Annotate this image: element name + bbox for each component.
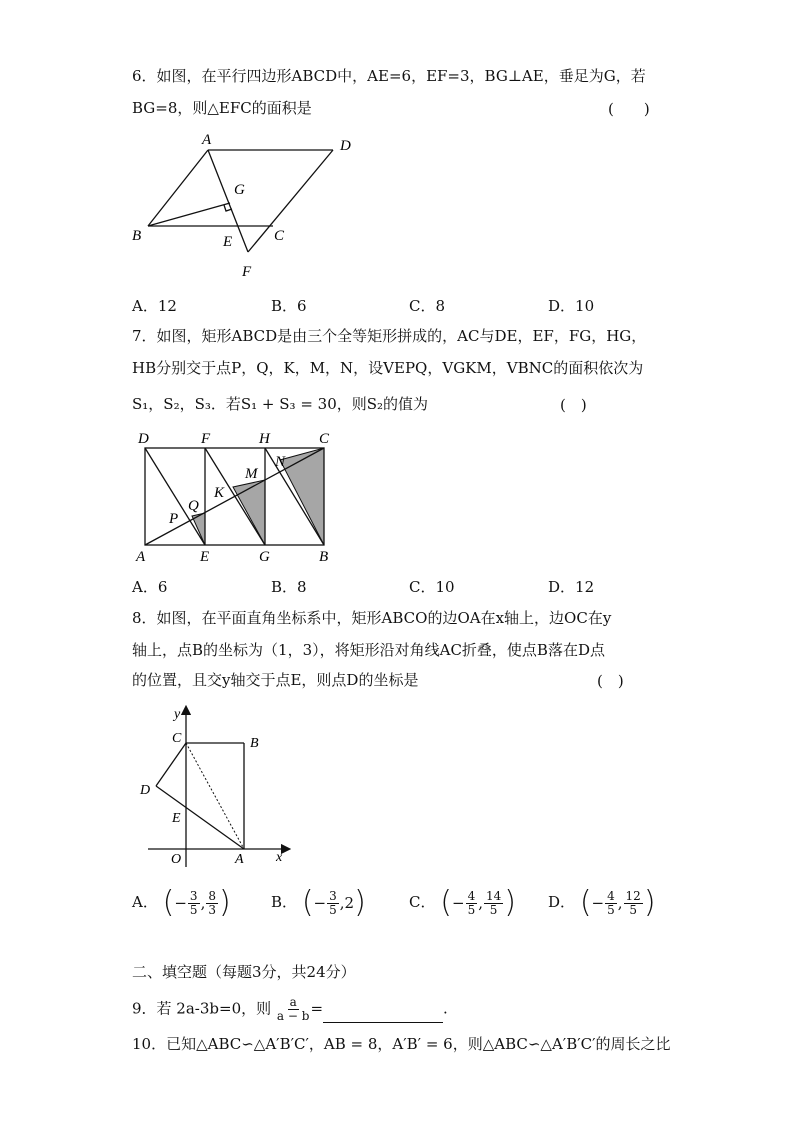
q8-seg-DA [156, 786, 244, 849]
q7-label-F: F [201, 431, 211, 447]
q8-option-d-sign: − [591, 894, 605, 912]
q9-frac-num: a [289, 995, 297, 1009]
section-heading-fill-in: 二、填空题（每题3分，共24分） [132, 963, 356, 981]
q8-option-a[interactable] [132, 885, 231, 920]
q8-option-c-coordinate: ( − $\frac{4}{5}$ , $\frac{14}{5}$ ) [440, 885, 516, 920]
q8-option-a-coordinate: ( − $\frac{3}{5}$ , $\frac{8}{3}$ ) [162, 885, 231, 920]
q6-seg-AB [148, 150, 208, 226]
q8-label-E: E [172, 811, 181, 826]
q6-option-d[interactable]: D．10 [548, 297, 595, 315]
q6-parallelogram-figure [128, 126, 368, 286]
q7-stem-line2: HB分别交于点P，Q，K，M，N，设VEPQ，VGKM，VBNC的面积依次为 [132, 359, 644, 377]
q7-option-b[interactable]: B．8 [271, 578, 307, 596]
q9-text: 9．若 2a-3b=0，则 [132, 999, 272, 1018]
q7-label-B: B [319, 549, 329, 565]
q8-option-d-x-den: 5 [607, 902, 615, 917]
q8-option-c-x-num: 4 [467, 888, 476, 903]
q6-seg-BG [148, 203, 230, 226]
q8-diagonal-AC [186, 743, 244, 849]
q9-stem [132, 996, 448, 1023]
q8-option-b-x-den: 5 [329, 902, 337, 917]
q6-option-a[interactable]: A．12 [132, 297, 177, 315]
q7-label-M: M [245, 466, 258, 482]
q8-option-a-x-num: 3 [189, 888, 198, 903]
q7-label-G: G [259, 549, 270, 565]
q9-fraction [277, 996, 310, 1023]
q8-option-c-sign: − [451, 894, 465, 912]
q6-label-G: G [234, 182, 245, 198]
q8-option-c[interactable] [409, 885, 516, 920]
q7-label-N: N [275, 454, 286, 470]
q7-rectangles-figure [132, 428, 342, 568]
q6-stem-line2: BG=8，则△EFC的面积是 [132, 99, 312, 117]
q8-option-c-y-den: 5 [489, 902, 498, 917]
q7-seg-DE [145, 448, 205, 545]
q7-shaded-GKM [233, 480, 265, 545]
q8-option-a-letter: A． [132, 893, 158, 911]
q10-stem: 10．已知△ABC∽△A′B′C′，AB = 8，A′B′ = 6，则△ABC∽△A′B′C′的周长之比 [132, 1035, 671, 1053]
q7-option-d[interactable]: D．12 [548, 578, 595, 596]
q6-label-A: A [202, 132, 212, 148]
q7-label-K: K [214, 485, 225, 501]
q8-stem-line1: 8．如图，在平面直角坐标系中，矩形ABCO的边OA在x轴上，边OC在y [132, 609, 612, 627]
q8-option-a-y-den: 3 [208, 902, 216, 917]
q6-seg-DF [248, 150, 333, 252]
q6-label-B: B [132, 228, 142, 244]
q8-option-b-y: 2 [344, 894, 355, 912]
q7-label-E: E [200, 549, 210, 565]
q8-option-a-x-den: 5 [189, 902, 198, 917]
q8-option-c-y-num: 14 [485, 888, 502, 903]
q8-option-d-y-den: 5 [629, 902, 637, 917]
q8-option-d-y-num: 12 [625, 888, 641, 903]
q8-seg-CD [156, 743, 186, 786]
q7-answer-paren: ( ) [560, 396, 587, 414]
q8-label-O: O [171, 852, 182, 867]
q8-stem-line3: 的位置，且交y轴交于点E，则点D的坐标是 [132, 671, 419, 689]
q9-equals: = [310, 999, 324, 1018]
q6-label-C: C [274, 228, 285, 244]
q6-option-b[interactable]: B．6 [271, 297, 307, 315]
q6-label-D: D [340, 138, 351, 154]
q8-option-d-letter: D． [548, 893, 576, 911]
q8-label-A: A [235, 852, 244, 867]
q8-option-d[interactable] [548, 885, 656, 920]
q7-label-H: H [259, 431, 270, 447]
q7-label-A: A [136, 549, 146, 565]
q7-stem-line1: 7．如图，矩形ABCD是由三个全等矩形拼成的，AC与DE，EF，FG，HG， [132, 327, 647, 345]
q8-coordinate-figure [134, 702, 294, 872]
q8-option-b-coordinate: ( − $\frac{3}{5}$ , 2 ) [301, 885, 366, 920]
q9-answer-blank[interactable] [323, 1008, 443, 1023]
q8-option-a-sign: − [174, 894, 187, 912]
q8-label-x: x [276, 850, 283, 865]
q7-seg-AC [145, 448, 324, 545]
q6-label-E: E [223, 234, 233, 250]
q6-option-c[interactable]: C．8 [409, 297, 446, 315]
q6-stem-line1: 6．如图，在平行四边形ABCD中，AE=6，EF=3，BG⊥AE，垂足为G，若 [132, 67, 646, 85]
q6-label-F: F [242, 264, 252, 280]
q8-label-D: D [140, 783, 151, 798]
q8-option-d-x-num: 4 [607, 888, 615, 903]
q7-stem-line3: S₁，S₂，S₃．若S₁ + S₃ = 30，则S₂的值为 [132, 395, 429, 413]
q7-label-Q: Q [188, 498, 199, 514]
q9-frac-den: a − b [276, 1009, 310, 1023]
q8-option-c-x-den: 5 [467, 902, 476, 917]
q7-label-D: D [138, 431, 149, 447]
q7-shaded-BNC [280, 448, 324, 545]
q8-label-B: B [250, 736, 259, 751]
q7-label-C: C [319, 431, 330, 447]
q8-option-b-sign: − [313, 894, 327, 912]
q8-answer-paren: ( ) [597, 672, 624, 690]
q8-option-b[interactable] [271, 885, 366, 920]
q6-answer-paren: ( ) [608, 100, 650, 118]
q8-option-d-coordinate: ( − $\frac{4}{5}$ , $\frac{12}{5}$ ) [579, 885, 656, 920]
q7-option-c[interactable]: C．10 [409, 578, 455, 596]
q8-label-C: C [172, 731, 182, 746]
q8-stem-line2: 轴上，点B的坐标为（1，3），将矩形沿对角线AC折叠，使点B落在D点 [132, 641, 605, 659]
q8-option-a-y-num: 8 [208, 888, 216, 903]
q7-option-a[interactable]: A．6 [132, 578, 168, 596]
q9-period: . [443, 999, 448, 1018]
q7-label-P: P [169, 511, 179, 527]
q8-label-y: y [174, 707, 181, 722]
q8-option-b-letter: B． [271, 893, 298, 911]
q8-option-c-letter: C． [409, 893, 436, 911]
q8-option-b-x-num: 3 [329, 888, 337, 903]
